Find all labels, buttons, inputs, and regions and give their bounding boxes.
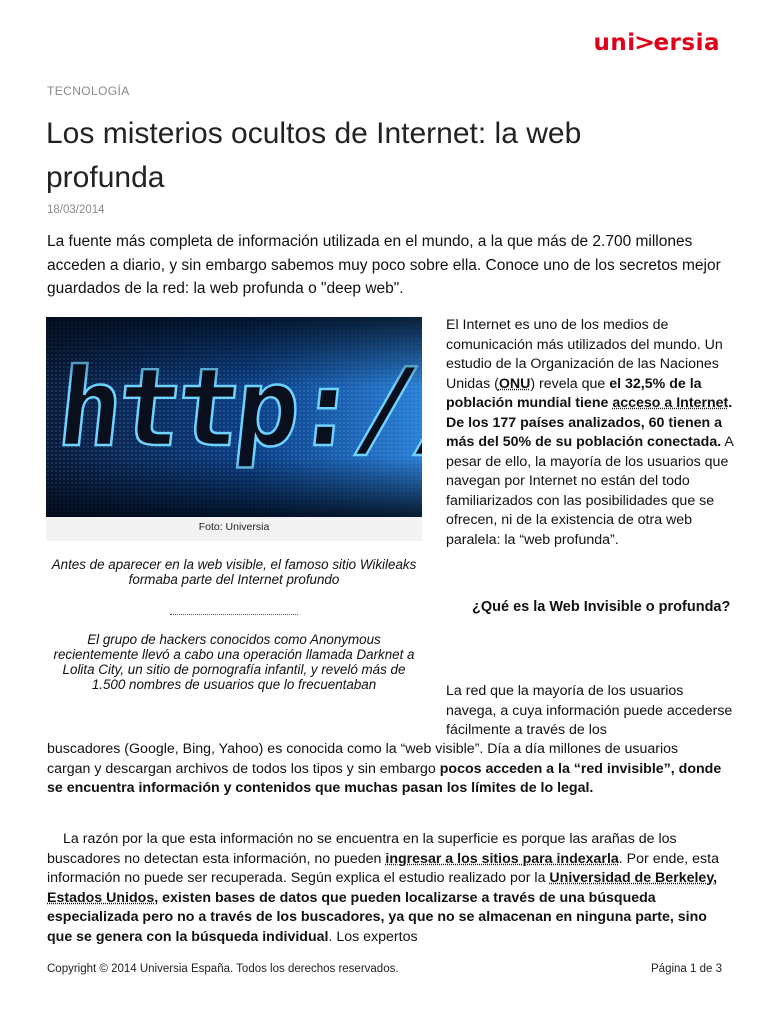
body-text: . Los expertos	[328, 928, 418, 945]
side-bold-text: . De los 177 países analizados, 60 tienen a más del 50% de su población conectada.	[446, 395, 733, 450]
article-lead: La fuente más completa de información utilizada en el mundo, a la que más de 2.700 millones acceden a diario, y sin embargo sabemos muy poco sobre ella. Conoce uno de los secretos mejor guardados de la red: la web profunda o "deep web".	[47, 233, 721, 297]
side-bold-text: el 32,5% de la población mundial tiene	[446, 375, 702, 411]
logo-caret: >	[633, 30, 656, 56]
body-paragraph-2	[47, 830, 723, 947]
article-date: 18/03/2014	[47, 204, 105, 216]
internet-access-link[interactable]: acceso a Internet	[612, 395, 729, 411]
side-text: A pesar de ello, la mayoría de los usuarios que navegan por Internet no están del todo familiarizados con las posibilidades que se ofrecen, ni de la existencia de otra web paralela: la “web profunda”.	[446, 434, 734, 548]
side-paragraph-red: La red que la mayoría de los usuarios navega, a cuya información puede accederse fácilmente a través de los	[446, 683, 733, 738]
section-label: TECNOLOGÍA	[47, 84, 130, 98]
side-text: ) revela que	[530, 375, 610, 392]
heading-text: ¿Qué es la Web Invisible o profunda?	[472, 599, 731, 615]
footer-copyright: Copyright © 2014 Universia España. Todos los derechos reservados.	[47, 963, 399, 975]
universia-logo[interactable]	[560, 30, 720, 56]
logo-text-left: uni	[593, 30, 636, 56]
photo-credit: Foto: Universia	[198, 521, 270, 533]
logo-text-right: ersia	[653, 30, 720, 56]
side-paragraph-intro	[446, 316, 736, 550]
body-text: . Por ende, esta información no puede ser recuperada. Según explica el estudio realizado por la	[47, 850, 719, 886]
quote-separator	[170, 614, 298, 615]
section-heading-web-invisible	[446, 598, 736, 618]
side-text: El Internet es uno de los medios de comunicación más utilizados del mundo. Un estudio de la Organización de las Naciones Unidas (	[446, 317, 723, 392]
body-bold-text: pocos acceden a la “red invisible”, donde se encuentra información y contenidos que muchas pasan los límites de lo legal.	[47, 760, 722, 796]
pull-quote-wikileaks: Antes de aparecer en la web visible, el famoso sitio Wikileaks formaba parte del Internet profundo	[51, 557, 417, 587]
body-bold-text: , existen bases de datos que pueden localizarse a través de una búsqueda especializada pero no a través de los buscadores, ya que no se almacenan en ninguna parte, sino que se genera con la búsqueda individual	[47, 889, 707, 945]
body-paragraph-1	[47, 740, 723, 799]
onu-link[interactable]: ONU	[498, 375, 531, 392]
url-photo-image	[46, 317, 422, 517]
indexing-link[interactable]: ingresar a los sitios para indexarla	[385, 850, 619, 867]
article-title: Los misterios ocultos de Internet: la web profunda	[46, 117, 582, 194]
article-photo	[46, 317, 422, 541]
footer-page-number: Página 1 de 3	[651, 963, 722, 975]
pull-quote-anonymous: El grupo de hackers conocidos como Anonymous recientemente llevó a cabo una operación llamada Darknet a Lolita City, un sitio de pornografía infantil, y reveló más de 1.500 nombres de usuarios que lo frecuentaban	[53, 632, 415, 692]
body-text: buscadores (Google, Bing, Yahoo) es conocida como la “web visible”. Día a día millones de usuarios cargan y descargan archivos de todos los tipos y sin embargo	[47, 741, 679, 777]
body-text: La razón por la que esta información no se encuentra en la superficie es porque las arañas de los buscadores no detectan esta información, no pueden	[47, 831, 677, 867]
berkeley-link[interactable]: Universidad de Berkeley, Estados Unidos	[47, 870, 718, 906]
